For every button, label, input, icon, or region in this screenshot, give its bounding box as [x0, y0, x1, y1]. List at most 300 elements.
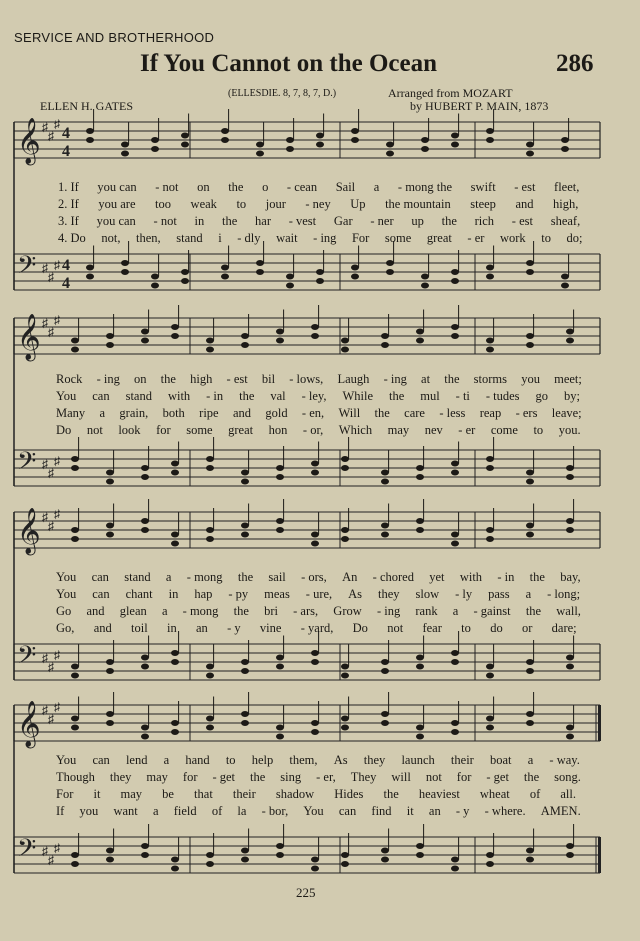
- lyric-syllable: the: [444, 372, 460, 386]
- lyric-syllable: - ure,: [305, 587, 333, 601]
- lyric-syllable: - less: [439, 406, 466, 420]
- lyric-line: [56, 406, 596, 421]
- notehead: [221, 274, 229, 280]
- lyric-syllable: not: [387, 621, 404, 635]
- lyric-syllable: do: [490, 621, 503, 635]
- notehead: [416, 465, 424, 471]
- notehead: [566, 474, 574, 480]
- notehead: [526, 848, 534, 854]
- notehead: [141, 474, 149, 480]
- lyric-syllable: - not: [155, 180, 179, 194]
- notehead: [421, 137, 429, 143]
- lyric-syllable: val: [270, 389, 286, 403]
- lyric-syllable: on: [197, 180, 210, 194]
- notehead: [386, 142, 394, 148]
- notehead: [241, 532, 249, 538]
- notehead: [171, 461, 179, 467]
- notehead: [276, 734, 284, 740]
- lyric-syllable: weak: [190, 197, 217, 211]
- lyric-syllable: to: [236, 197, 247, 211]
- lyric-syllable: Grow: [333, 604, 362, 618]
- notehead: [566, 725, 574, 731]
- lyric-syllable: jour: [265, 197, 286, 211]
- lyric-syllable: - ing: [96, 372, 120, 386]
- notehead: [486, 664, 494, 670]
- lyric-syllable: Sail: [335, 180, 356, 194]
- notehead: [316, 278, 324, 284]
- lyric-syllable: find: [371, 804, 392, 818]
- notehead: [416, 843, 424, 849]
- lyric-syllable: meas: [264, 587, 290, 601]
- notehead: [241, 479, 249, 485]
- notehead: [241, 470, 249, 476]
- sharp-icon: ♯: [54, 700, 60, 714]
- lyric-syllable: shadow: [275, 787, 315, 801]
- lyric-syllable: a: [373, 180, 380, 194]
- notehead: [71, 852, 79, 858]
- lyric-syllable: work: [499, 231, 526, 245]
- notehead: [451, 729, 459, 735]
- sharp-icon: ♯: [42, 261, 48, 275]
- lyric-syllable: song.: [554, 770, 581, 784]
- notehead: [106, 711, 114, 717]
- lyric-syllable: sing: [280, 770, 302, 784]
- lyric-syllable: - vest: [288, 214, 317, 228]
- notehead: [106, 342, 114, 348]
- lyric-syllable: may: [387, 423, 410, 437]
- lyric-syllable: not,: [101, 231, 121, 245]
- lyric-syllable: You: [303, 804, 324, 818]
- lyric-syllable: go: [535, 389, 549, 403]
- lyric-syllable: leave;: [551, 406, 582, 420]
- notehead: [351, 128, 359, 134]
- lyric-syllable: in: [168, 587, 179, 601]
- lyric-syllable: Up: [350, 197, 366, 211]
- notehead: [341, 338, 349, 344]
- notehead: [316, 133, 324, 139]
- notehead: [286, 283, 294, 289]
- bass-clef-icon: 𝄢: [17, 447, 37, 482]
- sharp-icon: ♯: [48, 325, 54, 339]
- lyric-syllable: - ars,: [293, 604, 319, 618]
- lyric-syllable: their: [232, 787, 256, 801]
- lyric-syllable: can: [338, 804, 357, 818]
- notehead: [171, 729, 179, 735]
- notehead: [206, 456, 214, 462]
- notehead: [451, 659, 459, 665]
- lyric-line: [56, 389, 596, 404]
- notehead: [566, 852, 574, 858]
- notehead: [486, 128, 494, 134]
- notehead: [221, 128, 229, 134]
- notehead: [526, 142, 534, 148]
- notehead: [141, 329, 149, 335]
- lyric-syllable: - bor,: [261, 804, 289, 818]
- notehead: [341, 347, 349, 353]
- lyric-syllable: care: [404, 406, 425, 420]
- lyric-syllable: AMEN.: [540, 804, 581, 818]
- lyric-syllable: - lows,: [289, 372, 324, 386]
- lyric-syllable: - mong the: [397, 180, 453, 194]
- lyric-syllable: and: [93, 621, 112, 635]
- notehead: [71, 536, 79, 542]
- lyric-syllable: in: [166, 621, 177, 635]
- notehead: [526, 523, 534, 529]
- notehead: [351, 265, 359, 271]
- lyric-syllable: a: [525, 587, 532, 601]
- time-signature-top: 4: [62, 257, 70, 274]
- lyric-syllable: Will: [338, 406, 361, 420]
- lyric-syllable: - mong: [182, 604, 219, 618]
- notehead: [381, 668, 389, 674]
- lyric-syllable: can: [91, 570, 109, 584]
- notehead: [141, 734, 149, 740]
- notehead: [526, 470, 534, 476]
- hymn-number: 286: [556, 50, 594, 77]
- lyric-syllable: the: [228, 180, 244, 194]
- lyric-syllable: - er,: [316, 770, 336, 784]
- notehead: [381, 532, 389, 538]
- lyric-syllable: Go,: [56, 621, 75, 635]
- notehead: [256, 142, 264, 148]
- lyric-syllable: steep: [470, 197, 496, 211]
- lyric-syllable: stand: [124, 570, 151, 584]
- notehead: [286, 146, 294, 152]
- final-barline-thick: [598, 837, 601, 873]
- lyric-syllable: wait: [276, 231, 298, 245]
- notehead: [381, 333, 389, 339]
- notehead: [566, 465, 574, 471]
- notehead: [311, 470, 319, 476]
- lyric-syllable: not: [425, 770, 442, 784]
- lyric-syllable: - en,: [301, 406, 325, 420]
- notehead: [311, 650, 319, 656]
- treble-clef-icon: 𝄞: [17, 314, 41, 360]
- lyric-syllable: not: [86, 423, 103, 437]
- lyricist-credit: ELLEN H. GATES: [40, 99, 133, 113]
- notehead: [106, 532, 114, 538]
- lyric-syllable: the: [441, 214, 457, 228]
- sharp-icon: ♯: [48, 660, 54, 674]
- notehead: [451, 720, 459, 726]
- lyric-syllable: help: [251, 753, 274, 767]
- lyric-syllable: grain,: [119, 406, 149, 420]
- notehead: [416, 527, 424, 533]
- notehead: [86, 265, 94, 271]
- lyric-syllable: the mountain: [385, 197, 451, 211]
- lyric-syllable: Rock: [56, 372, 83, 386]
- notehead: [206, 527, 214, 533]
- lyric-syllable: you: [79, 804, 99, 818]
- lyric-syllable: both: [162, 406, 185, 420]
- notehead: [181, 269, 189, 275]
- notehead: [241, 720, 249, 726]
- lyric-syllable: they: [363, 753, 386, 767]
- lyric-syllable: 1. If: [58, 180, 79, 194]
- lyric-syllable: you: [521, 372, 540, 386]
- lyric-syllable: it: [93, 787, 101, 801]
- notehead: [561, 274, 569, 280]
- lyric-syllable: high: [190, 372, 213, 386]
- lyric-syllable: pass: [488, 587, 510, 601]
- lyric-syllable: and: [86, 604, 105, 618]
- lyric-syllable: bri: [264, 604, 278, 618]
- lyric-syllable: reap: [479, 406, 502, 420]
- notehead: [451, 532, 459, 538]
- lyric-syllable: you are: [98, 197, 136, 211]
- lyric-syllable: may: [120, 787, 143, 801]
- lyric-syllable: do;: [566, 231, 583, 245]
- lyric-syllable: some: [186, 423, 213, 437]
- notehead: [311, 729, 319, 735]
- lyric-syllable: for: [182, 770, 198, 784]
- lyric-syllable: too: [155, 197, 172, 211]
- sharp-icon: ♯: [54, 507, 60, 521]
- sharp-icon: ♯: [48, 853, 54, 867]
- notehead: [381, 479, 389, 485]
- notehead: [71, 465, 79, 471]
- lyric-syllable: - est: [226, 372, 248, 386]
- lyric-syllable: slow: [415, 587, 440, 601]
- notehead: [206, 338, 214, 344]
- sharp-icon: ♯: [48, 712, 54, 726]
- notehead: [206, 465, 214, 471]
- lyric-line: [58, 231, 598, 246]
- lyric-syllable: 3. If: [58, 214, 79, 228]
- lyric-syllable: - get: [212, 770, 236, 784]
- lyric-syllable: Hides: [334, 787, 364, 801]
- notehead: [421, 146, 429, 152]
- section-heading: SERVICE AND BROTHERHOOD: [14, 30, 215, 45]
- lyric-syllable: can: [92, 753, 110, 767]
- lyric-syllable: - ers: [515, 406, 538, 420]
- notehead: [71, 456, 79, 462]
- notehead: [106, 523, 114, 529]
- lyric-syllable: Which: [338, 423, 373, 437]
- sharp-icon: ♯: [42, 651, 48, 665]
- lyric-syllable: Laugh: [337, 372, 370, 386]
- notehead: [206, 664, 214, 670]
- notehead: [566, 664, 574, 670]
- lyric-syllable: hap: [194, 587, 213, 601]
- lyric-syllable: you can: [97, 180, 137, 194]
- notehead: [206, 861, 214, 867]
- lyric-syllable: the: [374, 406, 390, 420]
- notehead: [141, 465, 149, 471]
- lyric-syllable: stand: [125, 389, 152, 403]
- lyric-syllable: Go: [56, 604, 72, 618]
- lyric-syllable: glean: [119, 604, 147, 618]
- lyric-syllable: they: [109, 770, 132, 784]
- notehead: [151, 137, 159, 143]
- lyric-syllable: rich: [474, 214, 495, 228]
- notehead: [381, 659, 389, 665]
- notehead: [171, 532, 179, 538]
- bass-clef-icon: 𝄢: [17, 641, 37, 676]
- notehead: [526, 151, 534, 157]
- notehead: [341, 465, 349, 471]
- lyric-syllable: fear: [422, 621, 442, 635]
- notehead: [206, 716, 214, 722]
- notehead: [171, 720, 179, 726]
- lyric-syllable: their: [450, 753, 474, 767]
- lyric-line: [56, 770, 596, 785]
- lyric-syllable: and: [515, 197, 534, 211]
- notehead: [311, 857, 319, 863]
- notehead: [206, 536, 214, 542]
- notehead: [71, 527, 79, 533]
- lyric-syllable: of: [529, 787, 541, 801]
- lyric-syllable: you.: [558, 423, 581, 437]
- lyric-syllable: Many: [56, 406, 86, 420]
- notehead: [71, 861, 79, 867]
- notehead: [311, 659, 319, 665]
- lyric-syllable: har: [255, 214, 271, 228]
- lyric-syllable: nev: [424, 423, 443, 437]
- lyric-syllable: - ley,: [301, 389, 327, 403]
- notehead: [486, 456, 494, 462]
- notehead: [141, 725, 149, 731]
- notehead: [341, 852, 349, 858]
- lyric-syllable: - ing: [376, 604, 401, 618]
- notehead: [566, 329, 574, 335]
- lyric-syllable: the: [523, 770, 540, 784]
- sharp-icon: ♯: [54, 648, 60, 662]
- lyric-syllable: - dly: [237, 231, 261, 245]
- sharp-icon: ♯: [54, 454, 60, 468]
- notehead: [311, 333, 319, 339]
- notehead: [311, 541, 319, 547]
- lyric-syllable: - long;: [547, 587, 581, 601]
- lyric-syllable: - ti: [455, 389, 470, 403]
- lyric-syllable: la: [237, 804, 247, 818]
- lyric-syllable: - ors,: [301, 570, 327, 584]
- treble-clef-icon: 𝄞: [17, 118, 41, 164]
- notehead: [181, 142, 189, 148]
- lyric-syllable: of: [211, 804, 223, 818]
- bass-clef-icon: 𝄢: [17, 251, 37, 286]
- lyric-line: [56, 587, 596, 602]
- notehead: [416, 734, 424, 740]
- lyric-syllable: - in: [497, 570, 515, 584]
- lyric-syllable: can: [92, 389, 110, 403]
- notehead: [381, 720, 389, 726]
- sharp-icon: ♯: [42, 457, 48, 471]
- lyric-syllable: Though: [56, 770, 95, 784]
- notehead: [106, 659, 114, 665]
- lyric-syllable: For: [56, 787, 74, 801]
- lyric-syllable: - ly: [455, 587, 473, 601]
- notehead: [71, 725, 79, 731]
- notehead: [206, 673, 214, 679]
- notehead: [311, 532, 319, 538]
- time-signature-bottom: 4: [62, 275, 70, 292]
- lyric-syllable: - or,: [302, 423, 324, 437]
- notehead: [121, 151, 129, 157]
- lyric-syllable: sail: [268, 570, 286, 584]
- notehead: [311, 866, 319, 872]
- notehead: [241, 333, 249, 339]
- hymn-title: If You Cannot on the Ocean: [140, 50, 438, 77]
- lyric-syllable: toil: [131, 621, 148, 635]
- lyric-syllable: some: [384, 231, 412, 245]
- notehead: [566, 518, 574, 524]
- lyric-syllable: a: [99, 406, 106, 420]
- notehead: [566, 734, 574, 740]
- lyric-syllable: a: [152, 804, 159, 818]
- lyric-syllable: gold: [265, 406, 288, 420]
- notehead: [141, 664, 149, 670]
- notehead: [171, 470, 179, 476]
- lyric-syllable: the: [239, 389, 255, 403]
- lyric-syllable: with: [459, 570, 483, 584]
- notehead: [316, 269, 324, 275]
- lyric-line: [58, 197, 598, 212]
- lyric-syllable: the: [525, 604, 542, 618]
- lyric-syllable: sheaf,: [550, 214, 581, 228]
- notehead: [451, 333, 459, 339]
- lyric-syllable: boat: [490, 753, 512, 767]
- lyric-syllable: You: [56, 570, 77, 584]
- lyric-syllable: an: [428, 804, 441, 818]
- notehead: [171, 333, 179, 339]
- notehead: [526, 720, 534, 726]
- lyric-syllable: - ney: [305, 197, 331, 211]
- lyric-syllable: swift: [470, 180, 496, 194]
- lyric-syllable: For: [351, 231, 370, 245]
- arranger-credit: Arranged from MOZART: [388, 86, 513, 100]
- lyric-syllable: 2. If: [58, 197, 79, 211]
- notehead: [141, 527, 149, 533]
- notehead: [341, 456, 349, 462]
- lyric-syllable: you can: [96, 214, 136, 228]
- lyric-syllable: the: [383, 787, 399, 801]
- notehead: [106, 720, 114, 726]
- lyric-syllable: stand: [176, 231, 203, 245]
- notehead: [341, 673, 349, 679]
- lyric-syllable: - ing: [383, 372, 407, 386]
- lyric-syllable: an: [196, 621, 208, 635]
- lyric-syllable: great: [228, 423, 254, 437]
- notehead: [276, 843, 284, 849]
- notehead: [526, 260, 534, 266]
- lyric-syllable: on: [134, 372, 147, 386]
- notehead: [526, 333, 534, 339]
- notehead: [141, 655, 149, 661]
- lyric-syllable: dare;: [551, 621, 577, 635]
- lyric-syllable: - not: [153, 214, 177, 228]
- notehead: [486, 725, 494, 731]
- notehead: [151, 283, 159, 289]
- lyric-syllable: launch: [401, 753, 435, 767]
- notehead: [526, 668, 534, 674]
- notehead: [71, 347, 79, 353]
- notehead: [561, 137, 569, 143]
- lyric-line: [58, 214, 598, 229]
- notehead: [121, 142, 129, 148]
- lyric-syllable: vine: [259, 621, 282, 635]
- notehead: [486, 861, 494, 867]
- notehead: [71, 664, 79, 670]
- notehead: [451, 133, 459, 139]
- notehead: [486, 338, 494, 344]
- notehead: [566, 655, 574, 661]
- notehead: [566, 338, 574, 344]
- lyric-syllable: Gar: [333, 214, 353, 228]
- notehead: [341, 716, 349, 722]
- lyric-syllable: You: [56, 587, 77, 601]
- lyric-syllable: 4. Do: [58, 231, 86, 245]
